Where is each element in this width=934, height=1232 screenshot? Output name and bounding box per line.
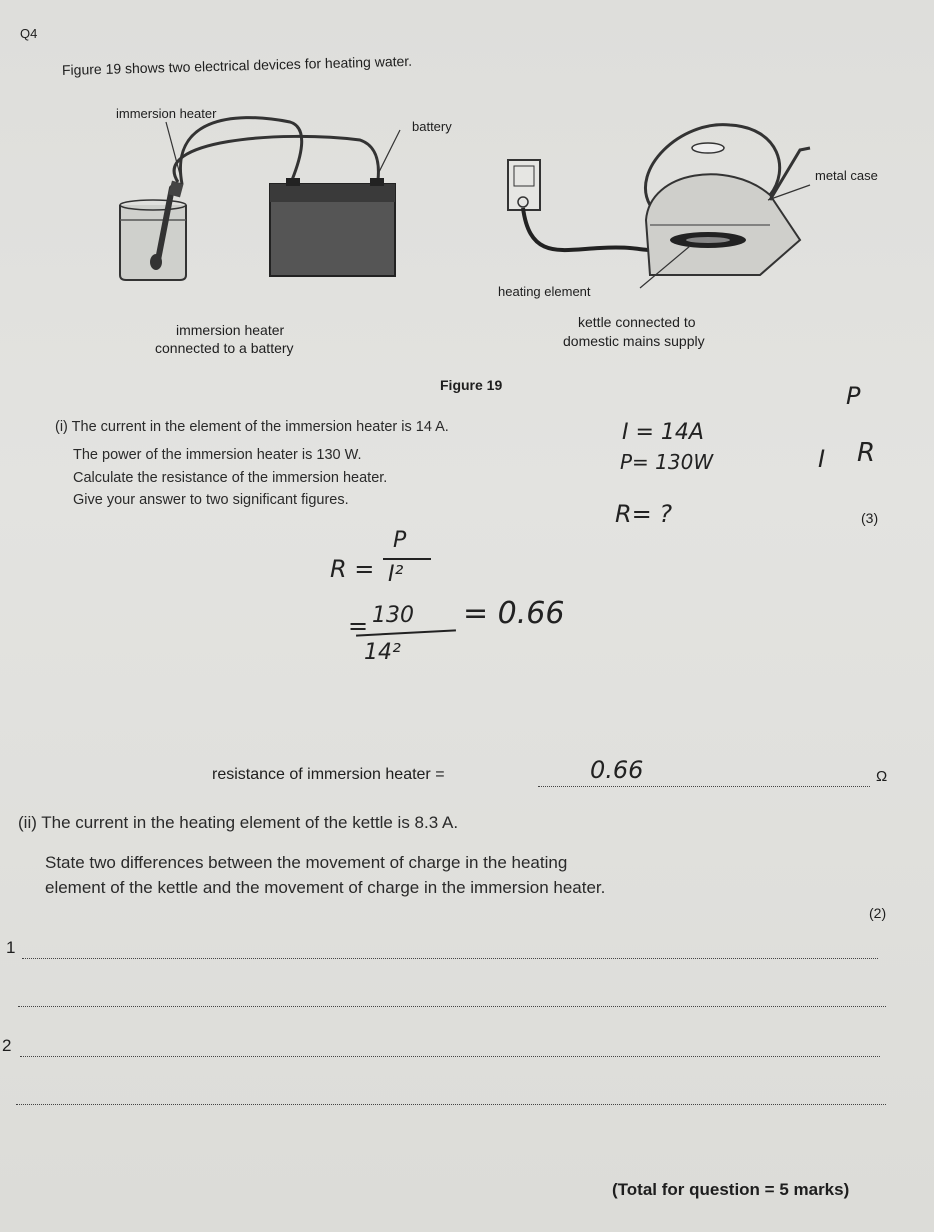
answer-item-1-number: 1 (6, 938, 16, 957)
label-immersion-heater: immersion heater (116, 106, 217, 121)
answer-label: resistance of immersion heater = (212, 766, 445, 783)
hand-margin-p: P (846, 382, 861, 410)
label-heating-element: heating element (498, 284, 591, 299)
answer-line-1b[interactable] (18, 1006, 886, 1007)
hand-formula-numerator: P (393, 528, 407, 553)
hand-margin-r: R (857, 438, 876, 468)
kettle-icon (645, 125, 810, 275)
part-i-line4: Give your answer to two significant figures. (73, 492, 349, 508)
answer-unit: Ω (876, 768, 888, 785)
part-ii-marks: (2) (869, 905, 887, 921)
hand-given-resistance: R= ? (615, 500, 673, 528)
answer-line-2b[interactable] (16, 1104, 886, 1105)
caption-right-line1: kettle connected to (578, 314, 696, 330)
hand-given-power: P= 130W (620, 450, 714, 474)
answer-line-1a[interactable] (22, 958, 878, 959)
hand-sub-numerator: 130 (372, 603, 414, 628)
hand-sub-fraction-bar (356, 629, 456, 636)
answer-blank (538, 786, 870, 787)
part-i-marks: (3) (861, 510, 879, 526)
total-marks: (Total for question = 5 marks) (612, 1180, 850, 1199)
question-number: Q4 (20, 26, 38, 41)
caption-left-line2: connected to a battery (155, 340, 294, 356)
wall-socket-icon (508, 160, 540, 210)
part-i-line1: (i) The current in the element of the immersion heater is 14 A. (55, 419, 449, 435)
part-ii-line1: (ii) The current in the heating element of the kettle is 8.3 A. (18, 813, 459, 832)
hand-sub-denominator: 14² (364, 640, 401, 665)
battery-icon (270, 178, 395, 276)
hand-formula-denominator: I² (388, 562, 404, 587)
caption-left-line1: immersion heater (176, 322, 285, 338)
hand-given-current: I = 14A (622, 420, 704, 445)
figure-title: Figure 19 (440, 377, 503, 393)
label-battery: battery (412, 119, 452, 134)
hand-answer: 0.66 (590, 756, 644, 784)
part-ii-line3: element of the kettle and the movement of charge in the immersion heater. (45, 878, 606, 897)
figure-19-diagram (110, 100, 830, 380)
caption-right-line2: domestic mains supply (563, 333, 705, 349)
part-ii-line2: State two differences between the movement of charge in the heating (45, 853, 568, 872)
hand-sub-equals: = (348, 612, 369, 640)
part-i-line2: The power of the immersion heater is 130 W. (73, 447, 362, 463)
hand-margin-i: I (818, 445, 826, 473)
hand-result: = 0.66 (463, 596, 565, 631)
answer-line-2a[interactable] (20, 1056, 880, 1057)
label-metal-case: metal case (815, 168, 878, 183)
hand-formula-fraction-bar (383, 558, 431, 560)
answer-item-2-number: 2 (2, 1036, 12, 1055)
intro-text: Figure 19 shows two electrical devices for heating water. (61, 52, 413, 78)
hand-formula-r: R = (330, 555, 375, 583)
part-i-line3: Calculate the resistance of the immersion heater. (73, 470, 388, 486)
